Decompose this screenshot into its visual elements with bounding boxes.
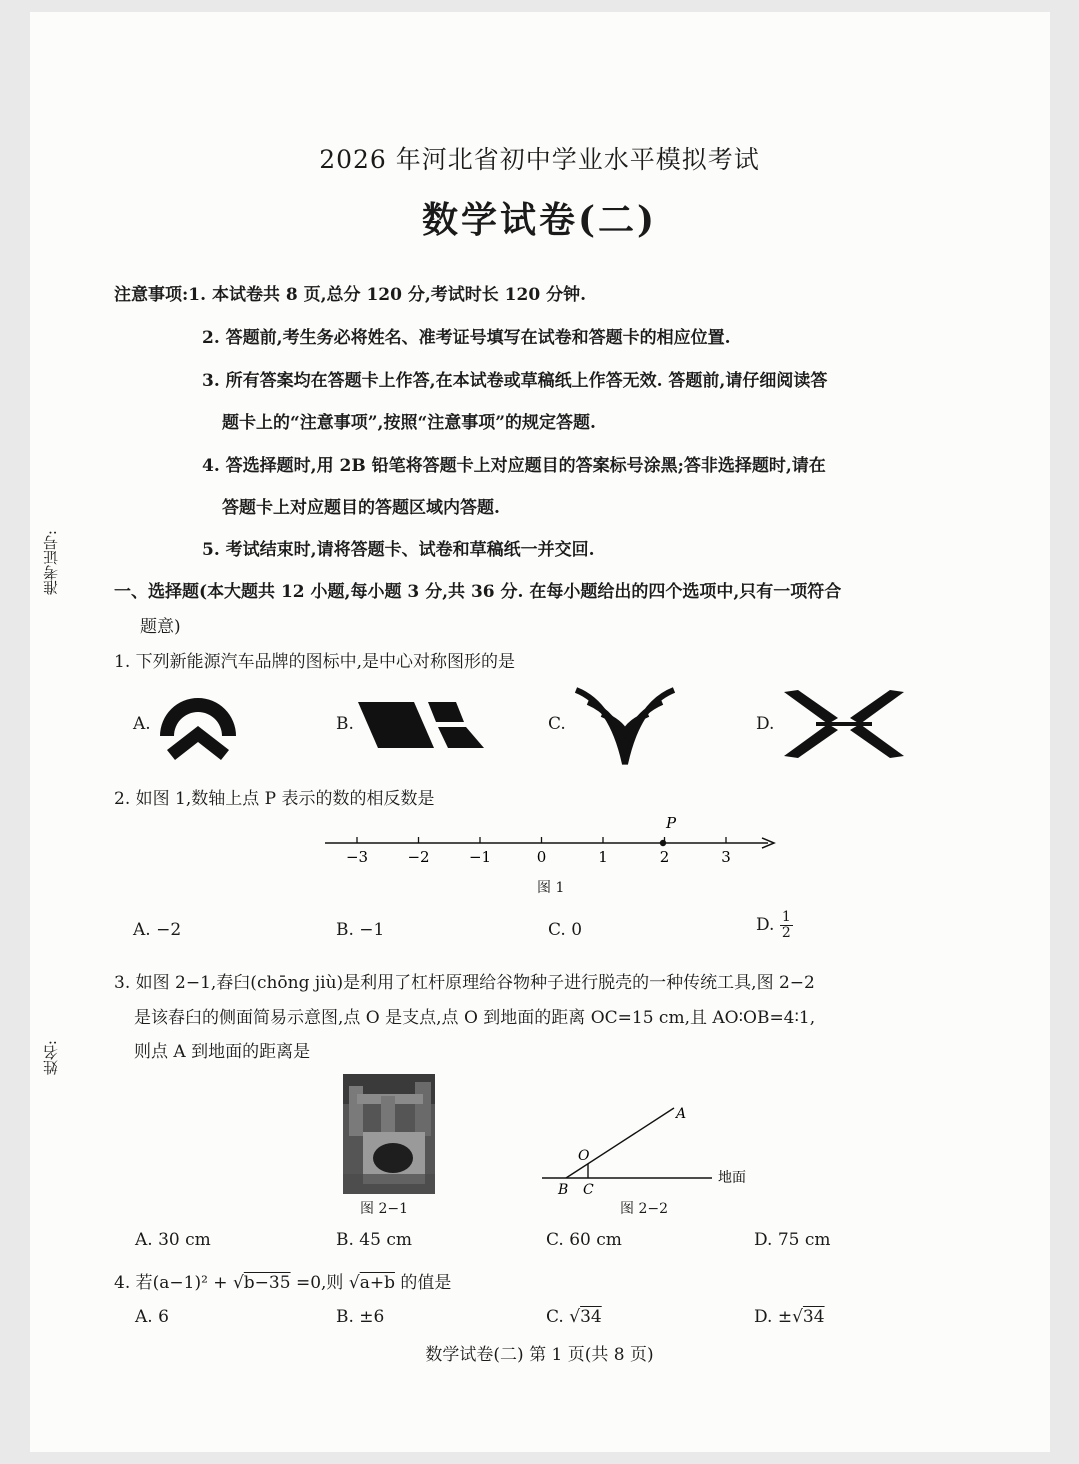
q3-option-c: C. 60 cm bbox=[546, 1230, 622, 1250]
q2-option-c: C. 0 bbox=[548, 920, 583, 940]
exam-title: 2026 年河北省初中学业水平模拟考试 bbox=[319, 145, 760, 174]
paper-title: 数学试卷(二) bbox=[421, 199, 658, 241]
q3-option-d: D. 75 cm bbox=[754, 1230, 831, 1250]
ground-label: 地面 bbox=[718, 1170, 746, 1186]
note-4b: 答题卡上对应题目的答题区域内答题. bbox=[222, 498, 500, 518]
point-p-dot bbox=[660, 840, 666, 846]
q2-option-b: B. −1 bbox=[336, 920, 385, 940]
axis-tick-label: 1 bbox=[598, 848, 608, 866]
note-2: 2. 答题前,考生务必将姓名、准考证号填写在试卷和答题卡的相应位置. bbox=[202, 328, 731, 348]
axis-tick-label: 3 bbox=[721, 848, 731, 866]
axis-tick-label: −1 bbox=[468, 848, 492, 866]
lever-diagram bbox=[540, 1100, 760, 1200]
q2-option-d: D. $\frac{1}{2}$ bbox=[756, 909, 791, 941]
section-heading: 一、选择题(本大题共 12 小题,每小题 3 分,共 36 分. 在每小题给出的四个选项中,只有一项符合 bbox=[114, 582, 842, 602]
question-3-stem-2: 是该舂臼的侧面简易示意图,点 O 是支点,点 O 到地面的距离 OC=15 cm,且 AO∶OB=4∶1, bbox=[134, 1008, 816, 1028]
number-line-figure bbox=[320, 814, 780, 870]
question-4-stem: 4. 若(a−1)² + √b−35 =0,则 √a+b 的值是 bbox=[114, 1273, 452, 1293]
note-4a: 4. 答选择题时,用 2B 铅笔将答题卡上对应题目的答案标号涂黑;答非选择题时,请在 bbox=[202, 456, 826, 476]
q2-option-a: A. −2 bbox=[133, 920, 182, 940]
q4-option-a: A. 6 bbox=[135, 1307, 169, 1327]
point-a-label: A bbox=[676, 1106, 687, 1122]
question-3-stem-1: 3. 如图 2−1,舂臼(chōng jiù)是利用了杠杆原理给谷物种子进行脱壳的一种传统工具,图 2−2 bbox=[114, 973, 815, 993]
mortar-photo-image bbox=[343, 1074, 435, 1194]
point-c-label: C bbox=[583, 1182, 594, 1198]
note-1: 注意事项:1. 本试卷共 8 页,总分 120 分,考试时长 120 分钟. bbox=[114, 285, 587, 305]
q4-option-d: D. ±√34 bbox=[754, 1307, 825, 1327]
question-3-stem-3: 则点 A 到地面的距离是 bbox=[134, 1042, 311, 1062]
parallelogram-logo-icon bbox=[356, 700, 486, 752]
page-footer: 数学试卷(二) 第 1 页(共 8 页) bbox=[425, 1345, 654, 1365]
point-p-label: P bbox=[666, 814, 677, 832]
axis-tick-label: 2 bbox=[659, 848, 670, 866]
point-b-label: B bbox=[558, 1182, 569, 1198]
figure-2-2-caption: 图 2−2 bbox=[620, 1201, 668, 1217]
note-3b: 题卡上的“注意事项”,按照“注意事项”的规定答题. bbox=[222, 413, 596, 433]
arch-logo-icon bbox=[155, 688, 241, 764]
axis-tick-label: −2 bbox=[407, 848, 430, 866]
question-2-stem: 2. 如图 1,数轴上点 P 表示的数的相反数是 bbox=[114, 789, 435, 809]
q4-option-b: B. ±6 bbox=[336, 1307, 385, 1327]
q3-option-b: B. 45 cm bbox=[336, 1230, 412, 1250]
note-5: 5. 考试结束时,请将答题卡、试卷和草稿纸一并交回. bbox=[202, 540, 595, 560]
figure-1-caption: 图 1 bbox=[537, 880, 565, 896]
axis-tick-label: 0 bbox=[536, 848, 547, 866]
q1-option-d: D. bbox=[756, 714, 775, 734]
point-o-label: O bbox=[578, 1148, 590, 1164]
section-heading-cont: 题意) bbox=[140, 617, 181, 637]
note-3a: 3. 所有答案均在答题卡上作答,在本试卷或草稿纸上作答无效. 答题前,请仔细阅读答 bbox=[202, 371, 828, 391]
q1-option-b: B. bbox=[336, 714, 354, 734]
q1-option-c: C. bbox=[548, 714, 566, 734]
q4-option-c: C. √34 bbox=[546, 1307, 602, 1327]
exam-number-label: 准考证号: bbox=[42, 530, 60, 596]
q1-option-a: A. bbox=[133, 714, 151, 734]
x-logo-icon bbox=[782, 688, 906, 760]
figure-2-1-caption: 图 2−1 bbox=[360, 1201, 408, 1217]
axis-tick-label: −3 bbox=[345, 848, 369, 866]
q3-option-a: A. 30 cm bbox=[135, 1230, 211, 1250]
v-wing-logo-icon bbox=[572, 684, 678, 768]
name-label: 姓名: bbox=[42, 1040, 60, 1076]
question-1-stem: 1. 下列新能源汽车品牌的图标中,是中心对称图形的是 bbox=[114, 652, 516, 672]
